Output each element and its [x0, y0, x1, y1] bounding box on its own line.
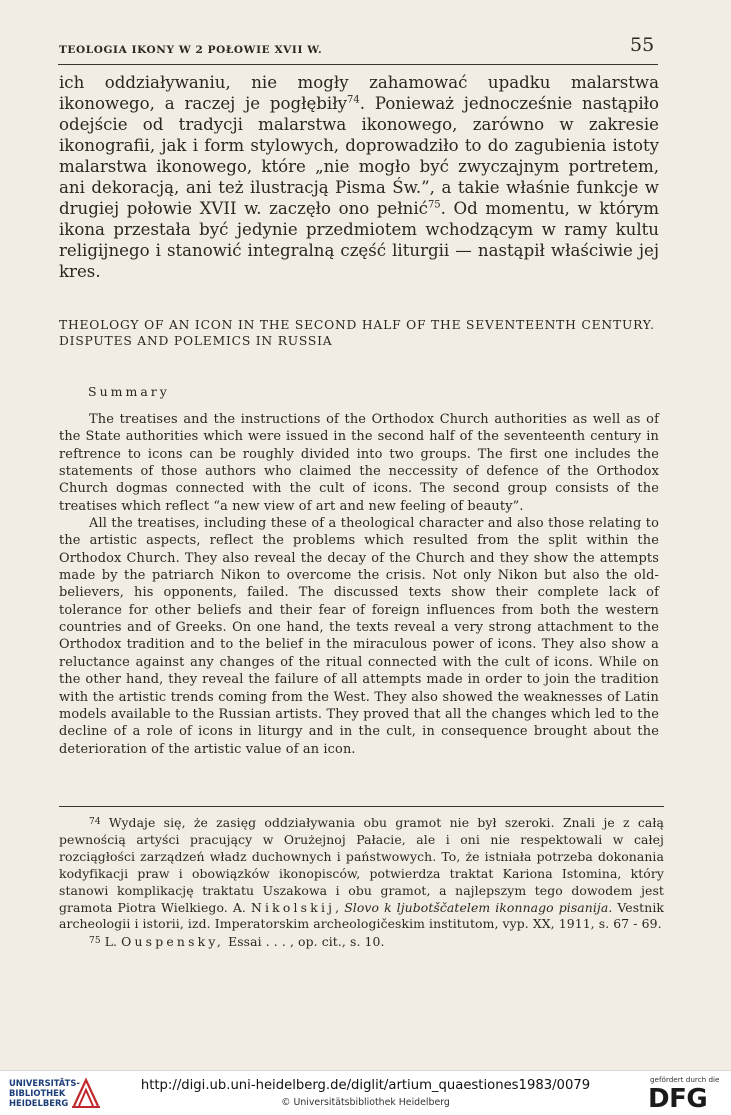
footnote-number: 74 [89, 817, 101, 827]
running-head: TEOLOGIA IKONY W 2 POŁOWIE XVII W. [59, 44, 323, 56]
summary-paragraph-2: All the treatises, including these of a theological character and also those relating to the artistic aspects, reflect the problems which resulted from the split within the Orthodox Church. They also reveal the decay of the Church and they show the attempts made by the patriarch Nikon to overcome the crisis. Not only Nikon but also the old-believers, his opponents, failed. The discussed texts show their complete lack of tolerance for other beliefs and their fear of foreign influences from both the western countries and of Greeks. On one hand, the texts reveal a very strong attachment to the Orthodox tradition and to the belief in the miraculous power of icons. They also show a reluctance against any changes of the ritual connected with the cult of icons. While on the other hand, they reveal the failure of all attempts made in order to join the tradition with the artistic trends coming from the West. They also showed the weaknesses of Latin models available to the Russian artists. They proved that all the changes which led to the decline of a role of icons in liturgy and in the cult, in consequence brought about the deterioration of the artistic value of an icon. [59, 516, 659, 757]
footnote-rule [59, 806, 664, 807]
english-summary-title: THEOLOGY OF AN ICON IN THE SECOND HALF OF THE SEVENTEENTH CENTURY. DISPUTES AND POLEMICS IN RUSSIA [59, 318, 655, 348]
dfg-logo[interactable]: DFG [648, 1084, 708, 1114]
permalink-url[interactable]: http://digi.ub.uni-heidelberg.de/diglit/artium_quaestiones1983/0079 [140, 1078, 591, 1093]
copyright-notice: © Universitätsbibliothek Heidelberg [281, 1097, 450, 1108]
footnote-author: Nikolskij [250, 899, 336, 915]
footnote-author: Ouspensky, [121, 934, 225, 950]
footnote-ref-74: 74 [347, 94, 360, 106]
polish-body-text [59, 72, 659, 282]
body-paragraph: ich oddziaływaniu, nie mogły zahamować upadku malarstwa ikonowego, a raczej je pogłębiły$^{74}$. Ponieważ jednocześnie nastąpiło odejście od tradycji malarstwa ikonowego, zarówno w zakresie ikonografii, jak i form stylowych, doprowadziło to do zagubienia istoty malarstwa ikonowego, które „nie mogło być zwyczajnym portretem, ani dekoracją, ani też ilustracją Pisma Św.”, a takie właśnie funkcje w drugiej połowie XVII w. zaczęło ono pełnić$^{75}$. Od momentu, w którym ikona przestała być jedynie przedmiotem wchodzącym w ramy kultu religijnego i stanowić integralną część liturgii — nastąpił właściwie jej kres. [59, 73, 660, 281]
summary-paragraph-1: The treatises and the instructions of the Orthodox Church authorities as well as of the State authorities which were issued in the second half of the seventeenth century in reftrence to icons can be roughly divided into two groups. The first one includes the statements of those authors who claimed the neccessity of defence of the Orthodox Church dogmas connected with the cult of icons. The second group consists of the treatises which reflect “a new view of art and new feeling of beauty”. [59, 412, 659, 514]
footnote-75: $^{75}$ L. Ouspensky, Essai . . . , op. cit., s. 10. [89, 934, 385, 950]
university-library-logo[interactable]: UNIVERSITÄTS- BIBLIOTHEK HEIDELBERG [9, 1078, 80, 1108]
footnote-number: 75 [89, 936, 101, 947]
header-rule [58, 64, 658, 65]
sponsor-text: gefördert durch die [650, 1075, 720, 1084]
page-number: 55 [630, 34, 655, 56]
footnote-title: Slovo k ljubotščatelem ikonnago pisanija. [344, 899, 613, 915]
viewer-footer [0, 1070, 731, 1115]
footnote-ref-75: 75 [427, 199, 441, 211]
summary-text [59, 411, 659, 758]
footnote-74: $^{74}$ Wydaje się, że zasięg oddziaływania obu gramot nie był szeroki. Znali je z całą pewnością artyści pracujący w Orużejnoj Pałacie, ale i oni nie respektowali w całej rozciągłości zarządzeń władz duchownych i państwowych. To, że istniała potrzeba dokonania kodyfikacji praw i obowiązków ikonopisców, potwierdza traktat Kariona Istomina, który stanowi komplikację traktatu Uszakowa i obu gramot, a najlepszym tego dowodem jest gramota Piotra Wielkiego. A. Nikolskij, Slovo k ljubotščatelem ikonnago pisanija. Vestnik archeologii i istorii, izd. Imperatorskim archeologičeskim institutom, vyp. XX, 1911, s. 67 - 69. [59, 815, 665, 932]
footnotes [59, 814, 664, 951]
summary-label: Summary [88, 384, 170, 399]
